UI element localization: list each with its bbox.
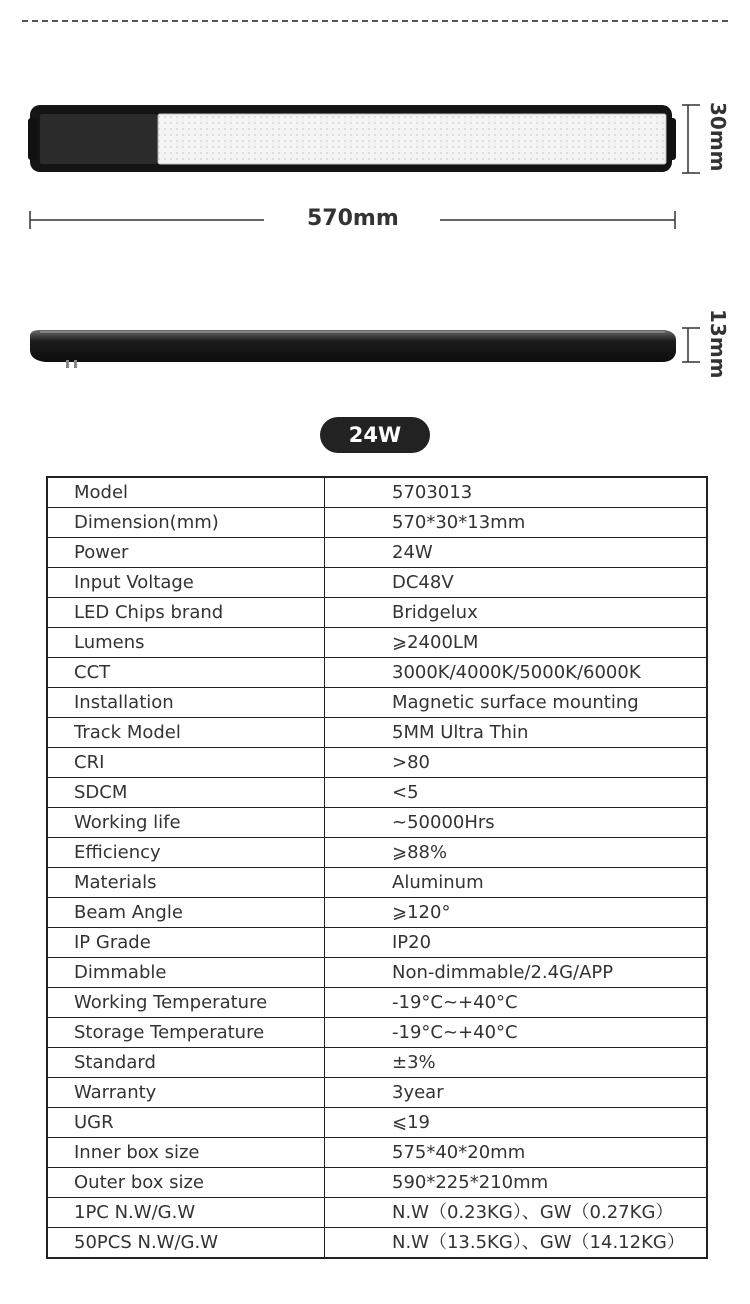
height-label: 30mm <box>706 102 730 172</box>
spec-value: ⩾88% <box>325 838 708 868</box>
table-row <box>47 1108 707 1138</box>
table-row <box>47 1048 707 1078</box>
table-row <box>47 928 707 958</box>
spec-value: 5703013 <box>325 477 708 508</box>
table-row <box>47 718 707 748</box>
table-row <box>47 1198 707 1228</box>
thickness-label: 13mm <box>706 309 730 379</box>
table-row <box>47 628 707 658</box>
spec-key: Storage Temperature <box>47 1018 325 1048</box>
spec-key: Working Temperature <box>47 988 325 1018</box>
spec-key: Efficiency <box>47 838 325 868</box>
table-row <box>47 1018 707 1048</box>
spec-key: Inner box size <box>47 1138 325 1168</box>
table-row <box>47 477 707 508</box>
spec-value: DC48V <box>325 568 708 598</box>
spec-value: ±3% <box>325 1048 708 1078</box>
spec-value: 3000K/4000K/5000K/6000K <box>325 658 708 688</box>
table-row <box>47 898 707 928</box>
spec-value: -19°C~+40°C <box>325 988 708 1018</box>
spec-key: Outer box size <box>47 1168 325 1198</box>
table-row <box>47 658 707 688</box>
table-row <box>47 838 707 868</box>
table-row <box>47 598 707 628</box>
table-row <box>47 748 707 778</box>
table-row <box>47 868 707 898</box>
spec-key: UGR <box>47 1108 325 1138</box>
spec-key: Beam Angle <box>47 898 325 928</box>
table-row <box>47 688 707 718</box>
spec-value: ⩾2400LM <box>325 628 708 658</box>
spec-value: N.W（0.23KG）、GW（0.27KG） <box>325 1198 708 1228</box>
lamp-front-view <box>28 105 676 172</box>
spec-key: Materials <box>47 868 325 898</box>
spec-key: Track Model <box>47 718 325 748</box>
spec-key: CCT <box>47 658 325 688</box>
spec-key: Working life <box>47 808 325 838</box>
spec-key: Dimmable <box>47 958 325 988</box>
spec-value: Magnetic surface mounting <box>325 688 708 718</box>
spec-value: ⩽19 <box>325 1108 708 1138</box>
table-row <box>47 508 707 538</box>
spec-key: IP Grade <box>47 928 325 958</box>
spec-key: SDCM <box>47 778 325 808</box>
table-row <box>47 1138 707 1168</box>
spec-key: 1PC N.W/G.W <box>47 1198 325 1228</box>
spec-key: Warranty <box>47 1078 325 1108</box>
product-drawing <box>0 0 750 410</box>
thickness-dimension <box>682 328 700 362</box>
spec-value: ~50000Hrs <box>325 808 708 838</box>
table-row <box>47 538 707 568</box>
spec-key: LED Chips brand <box>47 598 325 628</box>
spec-key: Dimension(mm) <box>47 508 325 538</box>
table-row <box>47 808 707 838</box>
spec-value: N.W（13.5KG）、GW（14.12KG） <box>325 1228 708 1259</box>
table-row <box>47 568 707 598</box>
table-row <box>47 1168 707 1198</box>
spec-value: -19°C~+40°C <box>325 1018 708 1048</box>
spec-value: Aluminum <box>325 868 708 898</box>
spec-key: CRI <box>47 748 325 778</box>
spec-value: 3year <box>325 1078 708 1108</box>
power-badge: 24W <box>320 417 430 453</box>
spec-value: 5MM Ultra Thin <box>325 718 708 748</box>
table-row <box>47 778 707 808</box>
table-row <box>47 988 707 1018</box>
spec-value: IP20 <box>325 928 708 958</box>
spec-value: 24W <box>325 538 708 568</box>
height-dimension <box>682 105 700 173</box>
spec-table <box>46 476 708 1259</box>
spec-key: Model <box>47 477 325 508</box>
spec-key: Installation <box>47 688 325 718</box>
spec-value: <5 <box>325 778 708 808</box>
table-row <box>47 958 707 988</box>
spec-value: ⩾120° <box>325 898 708 928</box>
spec-key: Standard <box>47 1048 325 1078</box>
spec-value: 590*225*210mm <box>325 1168 708 1198</box>
spec-value: Non-dimmable/2.4G/APP <box>325 958 708 988</box>
lamp-illustration <box>0 0 750 410</box>
spec-key: Power <box>47 538 325 568</box>
spec-value: 570*30*13mm <box>325 508 708 538</box>
spec-key: Input Voltage <box>47 568 325 598</box>
spec-value: >80 <box>325 748 708 778</box>
spec-value: 575*40*20mm <box>325 1138 708 1168</box>
spec-value: Bridgelux <box>325 598 708 628</box>
lamp-side-view <box>30 330 676 368</box>
length-label: 570mm <box>307 206 399 231</box>
spec-key: Lumens <box>47 628 325 658</box>
table-row <box>47 1078 707 1108</box>
spec-key: 50PCS N.W/G.W <box>47 1228 325 1259</box>
table-row <box>47 1228 707 1259</box>
